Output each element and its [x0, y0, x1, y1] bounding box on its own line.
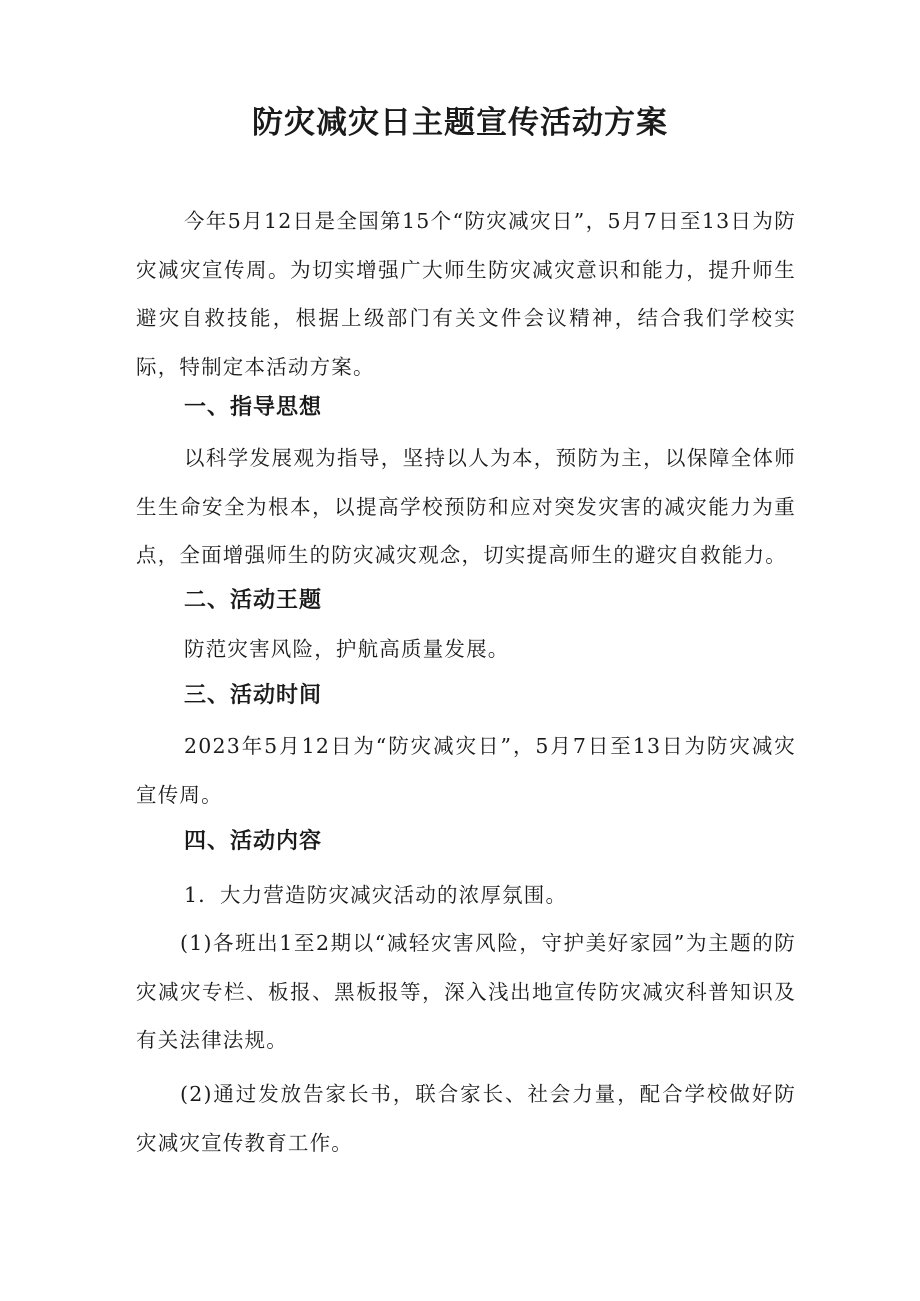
document-title: 防灾减灾日主题宣传活动方案 [252, 105, 668, 141]
section-body-activity-time: 2023年5月12日为“防灾减灾日”，5月7日至13日为防灾减灾宣传周。 [136, 734, 796, 807]
content-item-1-2: (2)通过发放告家长书，联合家长、社会力量，配合学校做好防灾减灾宣传教育工作。 [136, 1082, 796, 1155]
section-heading-guiding-ideology: 一、指导思想 [184, 395, 323, 420]
section-body-activity-theme: 防范灾害风险，护航高质量发展。 [184, 637, 510, 661]
intro-paragraph: 今年5月12日是全国第15个“防灾减灾日”，5月7日至13日为防灾减灾宣传周。为切实增强广大师生防灾减灾意识和能力，提升师生避灾自救技能，根据上级部门有关文件会议精神，结合我们学校实际，特制定本活动方案。 [136, 209, 796, 379]
section-heading-activity-content: 四、活动内容 [184, 829, 323, 854]
content-item-1: 1．大力营造防灾减灾活动的浓厚氛围。 [184, 883, 568, 907]
content-item-1-1: (1)各班出1至2期以“减轻灾害风险，守护美好家园”为主题的防灾减灾专栏、板报、黑板报等，深入浅出地宣传防灾减灾科普知识及有关法律法规。 [136, 931, 796, 1052]
section-heading-activity-time: 三、活动时间 [184, 683, 323, 708]
section-body-guiding-ideology: 以科学发展观为指导，坚持以人为本，预防为主，以保障全体师生生命安全为根本，以提高学校预防和应对突发灾害的减灾能力为重点，全面增强师生的防灾减灾观念，切实提高师生的避灾自救能力。 [136, 446, 796, 567]
section-heading-activity-theme: 二、活动王题 [184, 588, 323, 613]
